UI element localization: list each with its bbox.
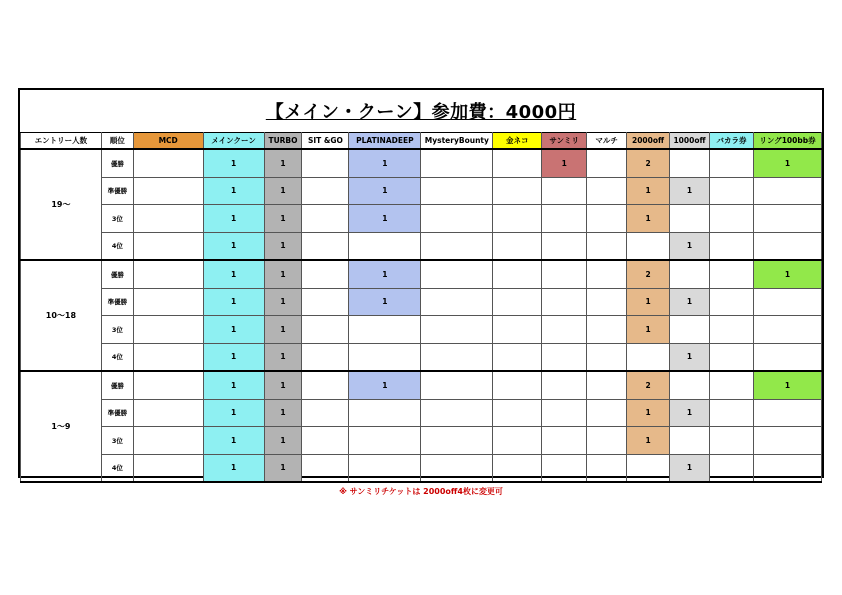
prize-cell-off2000: 2	[627, 371, 670, 399]
prize-cell-bakara	[710, 288, 754, 316]
table-row	[21, 232, 822, 260]
prize-cell-off2000	[627, 343, 670, 371]
prize-cell-sanmiri	[542, 343, 587, 371]
prize-cell-multi	[587, 288, 627, 316]
table-row	[21, 177, 822, 205]
table-row	[21, 149, 822, 177]
prize-cell-bakara	[710, 232, 754, 260]
prize-cell-bakara	[710, 454, 754, 482]
prize-cell-sitgo	[302, 205, 349, 233]
prize-cell-sitgo	[302, 232, 349, 260]
rank-cell: 3位	[101, 205, 133, 233]
prize-cell-main: 1	[203, 399, 264, 427]
prize-cell-platina: 1	[349, 288, 421, 316]
prize-cell-ring	[753, 232, 821, 260]
prize-cell-platina: 1	[349, 205, 421, 233]
prize-cell-bakara	[710, 343, 754, 371]
prize-cell-turbo: 1	[264, 427, 302, 455]
prize-cell-mcd	[133, 427, 203, 455]
rank-cell: 優勝	[101, 260, 133, 288]
prize-cell-sanmiri	[542, 205, 587, 233]
prize-cell-mcd	[133, 177, 203, 205]
prize-cell-main: 1	[203, 177, 264, 205]
prize-cell-turbo: 1	[264, 288, 302, 316]
prize-cell-off1000	[670, 316, 710, 344]
prize-cell-sanmiri	[542, 427, 587, 455]
prize-cell-off2000: 1	[627, 427, 670, 455]
prize-cell-platina	[349, 232, 421, 260]
prize-cell-kinneko	[493, 260, 542, 288]
prize-cell-mystery	[421, 343, 493, 371]
prize-cell-multi	[587, 399, 627, 427]
prize-cell-mystery	[421, 454, 493, 482]
column-header-rank: 順位	[101, 133, 133, 150]
rank-cell: 準優勝	[101, 288, 133, 316]
rank-cell: 3位	[101, 316, 133, 344]
prize-cell-mystery	[421, 427, 493, 455]
prize-cell-turbo: 1	[264, 149, 302, 177]
rank-cell: 優勝	[101, 371, 133, 399]
prize-cell-main: 1	[203, 316, 264, 344]
prize-cell-mcd	[133, 260, 203, 288]
table-row	[21, 343, 822, 371]
prize-cell-platina: 1	[349, 371, 421, 399]
prize-cell-off2000: 1	[627, 177, 670, 205]
prize-cell-off2000	[627, 232, 670, 260]
prize-cell-mcd	[133, 371, 203, 399]
entry-count-cell: 19～	[21, 149, 102, 260]
prize-cell-kinneko	[493, 288, 542, 316]
prize-cell-kinneko	[493, 454, 542, 482]
prize-cell-platina	[349, 427, 421, 455]
title-bar	[20, 90, 822, 132]
column-header-turbo: TURBO	[264, 133, 302, 150]
prize-cell-turbo: 1	[264, 343, 302, 371]
prize-cell-multi	[587, 232, 627, 260]
table-row	[21, 454, 822, 482]
prize-cell-main: 1	[203, 343, 264, 371]
prize-cell-main: 1	[203, 427, 264, 455]
prize-cell-sanmiri	[542, 371, 587, 399]
prize-cell-kinneko	[493, 316, 542, 344]
prize-cell-turbo: 1	[264, 454, 302, 482]
prize-cell-multi	[587, 149, 627, 177]
prize-cell-mystery	[421, 205, 493, 233]
prize-cell-off1000	[670, 371, 710, 399]
prize-cell-platina	[349, 454, 421, 482]
prize-cell-mcd	[133, 316, 203, 344]
prize-cell-turbo: 1	[264, 205, 302, 233]
prize-cell-bakara	[710, 260, 754, 288]
prize-cell-platina: 1	[349, 260, 421, 288]
prize-cell-mystery	[421, 260, 493, 288]
prize-cell-off1000: 1	[670, 454, 710, 482]
prize-cell-platina: 1	[349, 149, 421, 177]
rank-cell: 優勝	[101, 149, 133, 177]
prize-cell-ring	[753, 427, 821, 455]
table-row	[21, 427, 822, 455]
prize-cell-sanmiri: 1	[542, 149, 587, 177]
prize-cell-ring	[753, 316, 821, 344]
prize-cell-ring	[753, 454, 821, 482]
prize-cell-main: 1	[203, 288, 264, 316]
prize-cell-sitgo	[302, 288, 349, 316]
prize-cell-kinneko	[493, 399, 542, 427]
prize-sheet	[18, 88, 824, 478]
prize-cell-multi	[587, 205, 627, 233]
prize-cell-bakara	[710, 177, 754, 205]
prize-cell-kinneko	[493, 205, 542, 233]
entry-count-cell: 10～18	[21, 260, 102, 371]
prize-cell-sitgo	[302, 260, 349, 288]
prize-cell-off1000	[670, 205, 710, 233]
prize-cell-kinneko	[493, 232, 542, 260]
prize-cell-sanmiri	[542, 260, 587, 288]
prize-cell-ring	[753, 177, 821, 205]
rank-cell: 4位	[101, 454, 133, 482]
prize-cell-sanmiri	[542, 232, 587, 260]
column-header-mcd: MCD	[133, 133, 203, 150]
table-row	[21, 316, 822, 344]
prize-cell-mcd	[133, 288, 203, 316]
prize-cell-main: 1	[203, 205, 264, 233]
prize-cell-turbo: 1	[264, 371, 302, 399]
prize-cell-bakara	[710, 316, 754, 344]
prize-cell-off1000	[670, 260, 710, 288]
prize-cell-multi	[587, 454, 627, 482]
prize-cell-main: 1	[203, 232, 264, 260]
prize-cell-off1000: 1	[670, 399, 710, 427]
prize-cell-multi	[587, 316, 627, 344]
column-header-main: メインクーン	[203, 133, 264, 150]
prize-cell-off1000	[670, 149, 710, 177]
column-header-sitgo: SIT &GO	[302, 133, 349, 150]
prize-table	[20, 132, 822, 483]
prize-cell-mystery	[421, 177, 493, 205]
prize-cell-platina	[349, 316, 421, 344]
prize-cell-sanmiri	[542, 454, 587, 482]
prize-cell-multi	[587, 260, 627, 288]
prize-cell-sitgo	[302, 343, 349, 371]
prize-cell-multi	[587, 343, 627, 371]
column-header-entry: エントリー人数	[21, 133, 102, 150]
prize-cell-main: 1	[203, 454, 264, 482]
column-header-ring: リング100bb券	[753, 133, 821, 150]
prize-cell-mystery	[421, 371, 493, 399]
prize-cell-mcd	[133, 232, 203, 260]
prize-cell-main: 1	[203, 371, 264, 399]
prize-cell-mcd	[133, 205, 203, 233]
prize-cell-mystery	[421, 232, 493, 260]
prize-cell-sitgo	[302, 371, 349, 399]
prize-cell-mystery	[421, 399, 493, 427]
prize-cell-sitgo	[302, 427, 349, 455]
prize-cell-off2000	[627, 454, 670, 482]
prize-cell-mcd	[133, 343, 203, 371]
prize-cell-off2000: 1	[627, 288, 670, 316]
page-title: 【メイン・クーン】参加費：4000円	[265, 102, 577, 123]
prize-cell-off2000: 1	[627, 205, 670, 233]
column-header-multi: マルチ	[587, 133, 627, 150]
prize-cell-sanmiri	[542, 316, 587, 344]
prize-cell-sanmiri	[542, 399, 587, 427]
prize-cell-off1000: 1	[670, 232, 710, 260]
prize-cell-sanmiri	[542, 177, 587, 205]
prize-cell-kinneko	[493, 371, 542, 399]
prize-cell-sitgo	[302, 149, 349, 177]
table-row	[21, 399, 822, 427]
prize-cell-off2000: 2	[627, 260, 670, 288]
prize-cell-kinneko	[493, 427, 542, 455]
column-header-off1000: 1000off	[670, 133, 710, 150]
prize-cell-main: 1	[203, 149, 264, 177]
prize-cell-ring	[753, 205, 821, 233]
prize-cell-sitgo	[302, 316, 349, 344]
header-row	[21, 133, 822, 150]
prize-cell-off2000: 1	[627, 316, 670, 344]
rank-cell: 4位	[101, 343, 133, 371]
prize-cell-turbo: 1	[264, 177, 302, 205]
prize-cell-platina	[349, 399, 421, 427]
prize-cell-kinneko	[493, 149, 542, 177]
prize-cell-mcd	[133, 399, 203, 427]
column-header-mystery: MysteryBounty	[421, 133, 493, 150]
prize-cell-ring: 1	[753, 260, 821, 288]
prize-cell-platina: 1	[349, 177, 421, 205]
prize-cell-ring	[753, 399, 821, 427]
prize-cell-multi	[587, 177, 627, 205]
prize-cell-main: 1	[203, 260, 264, 288]
prize-cell-off1000	[670, 427, 710, 455]
rank-cell: 4位	[101, 232, 133, 260]
prize-cell-sitgo	[302, 454, 349, 482]
prize-cell-off1000: 1	[670, 343, 710, 371]
column-header-platina: PLATINADEEP	[349, 133, 421, 150]
prize-cell-kinneko	[493, 177, 542, 205]
prize-cell-turbo: 1	[264, 232, 302, 260]
prize-cell-bakara	[710, 427, 754, 455]
column-header-off2000: 2000off	[627, 133, 670, 150]
prize-cell-bakara	[710, 149, 754, 177]
prize-cell-mystery	[421, 316, 493, 344]
prize-cell-off1000: 1	[670, 177, 710, 205]
prize-cell-ring: 1	[753, 149, 821, 177]
prize-cell-platina	[349, 343, 421, 371]
prize-cell-ring: 1	[753, 371, 821, 399]
prize-cell-mystery	[421, 288, 493, 316]
table-body	[21, 149, 822, 482]
prize-cell-mcd	[133, 149, 203, 177]
prize-cell-ring	[753, 343, 821, 371]
prize-cell-turbo: 1	[264, 316, 302, 344]
rank-cell: 準優勝	[101, 177, 133, 205]
prize-cell-turbo: 1	[264, 399, 302, 427]
prize-cell-multi	[587, 427, 627, 455]
prize-cell-multi	[587, 371, 627, 399]
table-row	[21, 205, 822, 233]
prize-cell-sanmiri	[542, 288, 587, 316]
prize-cell-off2000: 2	[627, 149, 670, 177]
table-row	[21, 371, 822, 399]
prize-cell-sitgo	[302, 399, 349, 427]
prize-cell-turbo: 1	[264, 260, 302, 288]
column-header-kinneko: 金ネコ	[493, 133, 542, 150]
table-row	[21, 288, 822, 316]
rank-cell: 準優勝	[101, 399, 133, 427]
prize-cell-off1000: 1	[670, 288, 710, 316]
prize-cell-kinneko	[493, 343, 542, 371]
column-header-sanmiri: サンミリ	[542, 133, 587, 150]
footnote: ※ サンミリチケットは 2000off4枚に変更可	[339, 487, 503, 496]
column-header-bakara: バカラ券	[710, 133, 754, 150]
rank-cell: 3位	[101, 427, 133, 455]
prize-cell-bakara	[710, 371, 754, 399]
entry-count-cell: 1～9	[21, 371, 102, 482]
table-row	[21, 260, 822, 288]
prize-cell-bakara	[710, 205, 754, 233]
prize-cell-mystery	[421, 149, 493, 177]
prize-cell-sitgo	[302, 177, 349, 205]
prize-cell-mcd	[133, 454, 203, 482]
prize-cell-ring	[753, 288, 821, 316]
prize-cell-bakara	[710, 399, 754, 427]
prize-cell-off2000: 1	[627, 399, 670, 427]
